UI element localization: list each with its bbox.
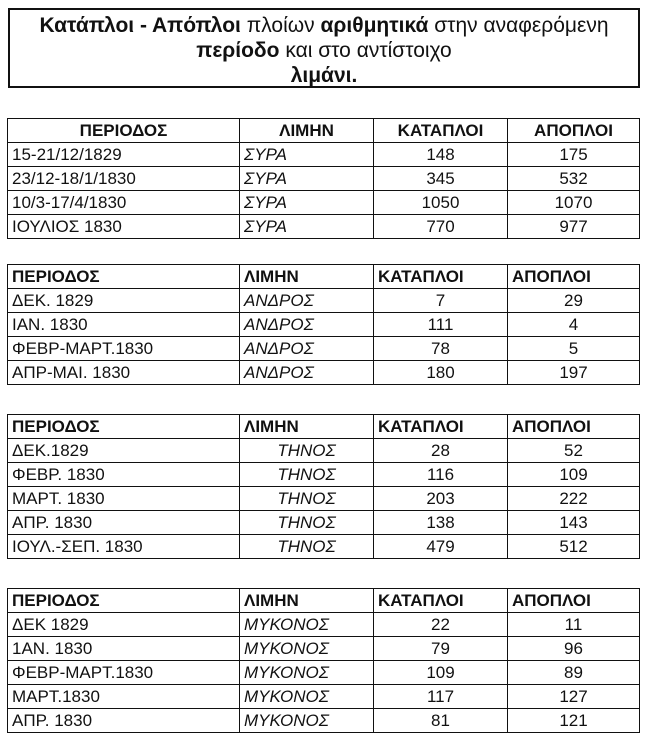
header-departures: ΑΠΟΠΛΟΙ [508, 265, 640, 289]
cell-period: ΦΕΒΡ. 1830 [8, 463, 240, 487]
cell-arrivals: 81 [374, 709, 508, 733]
table-row [8, 535, 640, 559]
header-period: ΠΕΡΙΟΔΟΣ [8, 119, 240, 143]
header-departures: ΑΠΟΠΛΟΙ [508, 119, 640, 143]
title-part-1: Κατάπλοι - Απόπλοι [39, 14, 241, 37]
table-mykonos [7, 588, 640, 733]
cell-departures: 121 [508, 709, 640, 733]
table-header [8, 589, 640, 613]
header-port: ΛΙΜΗΝ [240, 415, 374, 439]
cell-period: 1ΑΝ. 1830 [8, 637, 240, 661]
table-row [8, 143, 640, 167]
header-row [8, 589, 640, 613]
table-row [8, 191, 640, 215]
cell-period: ΔΕΚ. 1829 [8, 289, 240, 313]
header-period: ΠΕΡΙΟΔΟΣ [8, 415, 240, 439]
table-row [8, 439, 640, 463]
cell-period: 23/12-18/1/1830 [8, 167, 240, 191]
title-part-3: αριθμητικά [320, 14, 429, 37]
header-period: ΠΕΡΙΟΔΟΣ [8, 589, 240, 613]
header-arrivals: ΚΑΤΑΠΛΟΙ [374, 119, 508, 143]
cell-port: ΑΝΔΡΟΣ [240, 361, 374, 385]
cell-port: ΤΗΝΟΣ [240, 487, 374, 511]
cell-port: ΣΥΡΑ [240, 167, 374, 191]
cell-period: ΔΕΚ 1829 [8, 613, 240, 637]
cell-period: ΑΠΡ. 1830 [8, 709, 240, 733]
cell-port: ΑΝΔΡΟΣ [240, 289, 374, 313]
header-departures: ΑΠΟΠΛΟΙ [508, 589, 640, 613]
cell-departures: 109 [508, 463, 640, 487]
cell-period: ΑΠΡ-ΜΑΙ. 1830 [8, 361, 240, 385]
cell-arrivals: 78 [374, 337, 508, 361]
cell-arrivals: 479 [374, 535, 508, 559]
cell-period: ΙΟΥΛΙΟΣ 1830 [8, 215, 240, 239]
cell-port: ΤΗΝΟΣ [240, 463, 374, 487]
table-header [8, 415, 640, 439]
cell-period: ΙΑΝ. 1830 [8, 313, 240, 337]
cell-arrivals: 109 [374, 661, 508, 685]
header-port: ΛΙΜΗΝ [240, 265, 374, 289]
cell-departures: 127 [508, 685, 640, 709]
cell-departures: 4 [508, 313, 640, 337]
cell-departures: 532 [508, 167, 640, 191]
table-body [8, 613, 640, 733]
cell-arrivals: 116 [374, 463, 508, 487]
cell-arrivals: 28 [374, 439, 508, 463]
table-tinos [7, 414, 640, 559]
table-row [8, 637, 640, 661]
header-port: ΛΙΜΗΝ [240, 119, 374, 143]
header-row [8, 265, 640, 289]
header-period: ΠΕΡΙΟΔΟΣ [8, 265, 240, 289]
cell-departures: 175 [508, 143, 640, 167]
cell-departures: 11 [508, 613, 640, 637]
cell-arrivals: 1050 [374, 191, 508, 215]
cell-period: ΑΠΡ. 1830 [8, 511, 240, 535]
table-row [8, 709, 640, 733]
cell-arrivals: 138 [374, 511, 508, 535]
header-arrivals: ΚΑΤΑΠΛΟΙ [374, 265, 508, 289]
cell-period: 10/3-17/4/1830 [8, 191, 240, 215]
table-row [8, 289, 640, 313]
table-row [8, 661, 640, 685]
cell-departures: 143 [508, 511, 640, 535]
cell-arrivals: 22 [374, 613, 508, 637]
cell-arrivals: 770 [374, 215, 508, 239]
cell-arrivals: 7 [374, 289, 508, 313]
table-row [8, 361, 640, 385]
table-andros [7, 264, 640, 385]
cell-departures: 197 [508, 361, 640, 385]
header-departures: ΑΠΟΠΛΟΙ [508, 415, 640, 439]
cell-departures: 1070 [508, 191, 640, 215]
table-row [8, 215, 640, 239]
cell-arrivals: 117 [374, 685, 508, 709]
title-part-7: λιμάνι. [290, 64, 358, 87]
table-body [8, 289, 640, 385]
cell-departures: 222 [508, 487, 640, 511]
header-row [8, 415, 640, 439]
cell-port: ΜΥΚΟΝΟΣ [240, 661, 374, 685]
table-row [8, 685, 640, 709]
table-row [8, 463, 640, 487]
cell-departures: 977 [508, 215, 640, 239]
cell-port: ΣΥΡΑ [240, 143, 374, 167]
cell-departures: 29 [508, 289, 640, 313]
cell-period: ΔΕΚ.1829 [8, 439, 240, 463]
cell-port: ΤΗΝΟΣ [240, 535, 374, 559]
header-row [8, 119, 640, 143]
table-header [8, 265, 640, 289]
table-row [8, 487, 640, 511]
cell-port: ΣΥΡΑ [240, 215, 374, 239]
cell-arrivals: 111 [374, 313, 508, 337]
table-body [8, 143, 640, 239]
cell-arrivals: 180 [374, 361, 508, 385]
cell-port: ΑΝΔΡΟΣ [240, 337, 374, 361]
cell-period: ΜΑΡΤ.1830 [8, 685, 240, 709]
cell-arrivals: 79 [374, 637, 508, 661]
table-row [8, 167, 640, 191]
table-header [8, 119, 640, 143]
cell-port: ΜΥΚΟΝΟΣ [240, 685, 374, 709]
table-body [8, 439, 640, 559]
cell-period: 15-21/12/1829 [8, 143, 240, 167]
table-row [8, 313, 640, 337]
cell-arrivals: 345 [374, 167, 508, 191]
cell-period: ΜΑΡΤ. 1830 [8, 487, 240, 511]
cell-port: ΜΥΚΟΝΟΣ [240, 637, 374, 661]
cell-departures: 96 [508, 637, 640, 661]
cell-port: ΤΗΝΟΣ [240, 511, 374, 535]
header-port: ΛΙΜΗΝ [240, 589, 374, 613]
cell-port: ΤΗΝΟΣ [240, 439, 374, 463]
cell-port: ΜΥΚΟΝΟΣ [240, 709, 374, 733]
cell-port: ΑΝΔΡΟΣ [240, 313, 374, 337]
cell-arrivals: 148 [374, 143, 508, 167]
table-syros [7, 118, 640, 239]
table-row [8, 337, 640, 361]
cell-arrivals: 203 [374, 487, 508, 511]
cell-departures: 89 [508, 661, 640, 685]
cell-period: ΦΕΒΡ-ΜΑΡΤ.1830 [8, 661, 240, 685]
cell-departures: 5 [508, 337, 640, 361]
title-part-2: πλοίων [240, 14, 321, 37]
table-row [8, 613, 640, 637]
cell-port: ΣΥΡΑ [240, 191, 374, 215]
header-arrivals: ΚΑΤΑΠΛΟΙ [374, 589, 508, 613]
table-row [8, 511, 640, 535]
cell-port: ΜΥΚΟΝΟΣ [240, 613, 374, 637]
cell-departures: 52 [508, 439, 640, 463]
title-part-5: περίοδο [196, 39, 280, 62]
cell-departures: 512 [508, 535, 640, 559]
cell-period: ΙΟΥΛ.-ΣΕΠ. 1830 [8, 535, 240, 559]
title-part-4: στην αναφερόμενη [428, 14, 609, 37]
header-arrivals: ΚΑΤΑΠΛΟΙ [374, 415, 508, 439]
title-part-6: και στο αντίστοιχο [279, 39, 452, 62]
cell-period: ΦΕΒΡ-ΜΑΡΤ.1830 [8, 337, 240, 361]
document-title [8, 8, 640, 88]
